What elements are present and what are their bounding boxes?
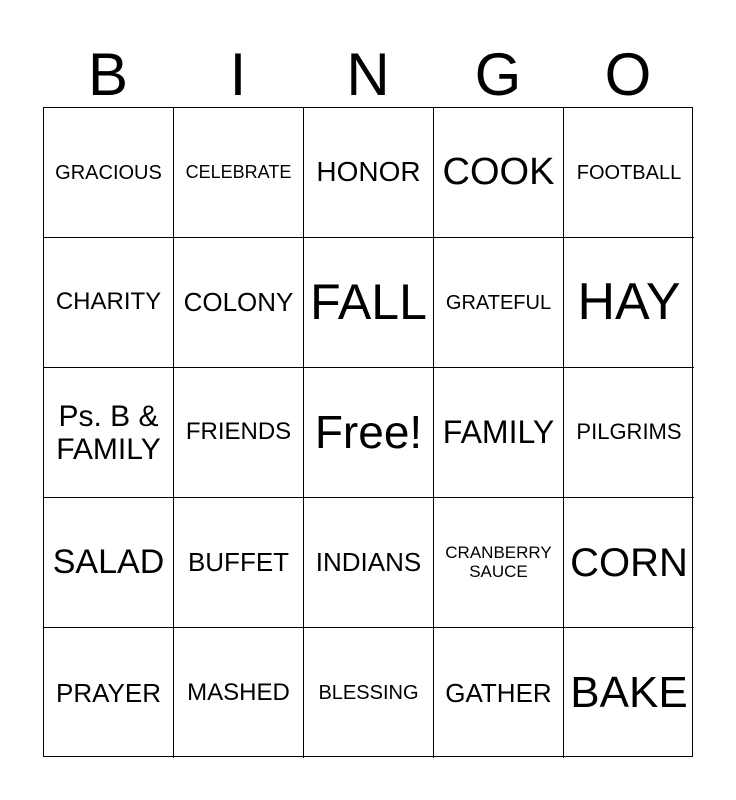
bingo-cell[interactable]: CORN — [564, 498, 694, 628]
header-letter-b: B — [87, 41, 129, 108]
bingo-cell[interactable]: FOOTBALL — [564, 108, 694, 238]
bingo-cell[interactable]: FAMILY — [434, 368, 564, 498]
bingo-cell[interactable]: FRIENDS — [174, 368, 304, 498]
header-letter-n: N — [346, 41, 390, 108]
bingo-cell[interactable]: FALL — [304, 238, 434, 368]
bingo-cell[interactable]: CHARITY — [44, 238, 174, 368]
bingo-cell[interactable]: BLESSING — [304, 628, 434, 758]
free-space-cell[interactable]: Free! — [304, 368, 434, 498]
bingo-cell[interactable]: GATHER — [434, 628, 564, 758]
bingo-cell[interactable]: HAY — [564, 238, 694, 368]
bingo-cell[interactable]: CELEBRATE — [174, 108, 304, 238]
bingo-cell[interactable]: PILGRIMS — [564, 368, 694, 498]
bingo-header — [43, 42, 693, 108]
bingo-cell[interactable]: CRANBERRY SAUCE — [434, 498, 564, 628]
bingo-cell[interactable]: GRATEFUL — [434, 238, 564, 368]
header-letter-i: I — [229, 41, 247, 108]
bingo-cell[interactable]: BAKE — [570, 667, 688, 717]
bingo-cell[interactable]: BUFFET — [174, 498, 304, 628]
bingo-cell[interactable]: GRACIOUS — [44, 108, 174, 238]
bingo-cell[interactable]: SALAD — [44, 498, 174, 628]
bingo-cell[interactable]: COOK — [434, 108, 564, 238]
bingo-cell[interactable]: INDIANS — [304, 498, 434, 628]
bingo-grid — [43, 107, 693, 757]
bingo-cell[interactable]: COLONY — [174, 238, 304, 368]
bingo-cell[interactable]: Ps. B & FAMILY — [44, 368, 174, 498]
header-letter-o: O — [604, 41, 652, 108]
bingo-cell[interactable]: PRAYER — [44, 628, 174, 758]
bingo-cell[interactable]: MASHED — [174, 628, 304, 758]
bingo-cell[interactable]: HONOR — [304, 108, 434, 238]
header-letter-g: G — [474, 41, 522, 108]
